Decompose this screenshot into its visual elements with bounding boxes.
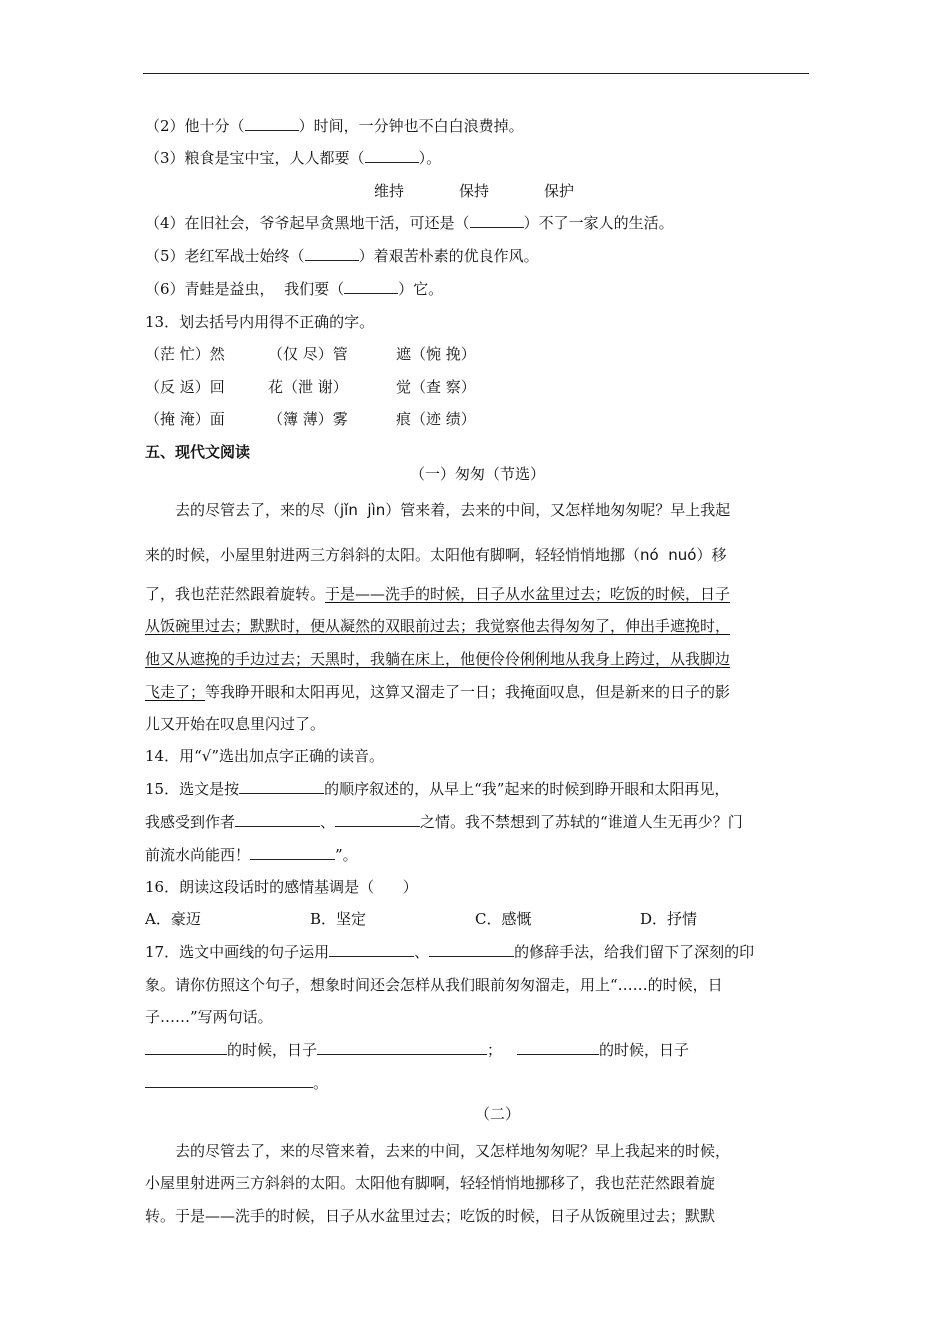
underlined-sentence: 飞走了； [145,683,206,701]
answer-blank[interactable] [235,812,320,827]
word-choice: 保护 [544,182,575,200]
passage-title: （二） [475,1105,521,1123]
answer-blank[interactable] [305,246,359,261]
pinyin-choice[interactable]: jǐn jìn [340,501,386,519]
answer-blank[interactable] [317,1040,487,1055]
q12-item-2: （2）他十分（ ）时间，一分钟也不白白浪费掉。 [145,117,524,135]
answer-blank[interactable] [344,279,398,294]
q17-line: 17．选文中画线的句子运用 、 的修辞手法，给我们留下了深刻的印 [145,943,755,961]
passage-line: 去的尽管去了，来的尽管来着，去来的中间，又怎样地匆匆呢？早上我起来的时候， [175,1142,731,1160]
answer-blank[interactable] [429,942,514,957]
passage-line [145,649,730,669]
q17-line: 。 [145,1073,328,1093]
q13-title: 13．划去括号内用得不正确的字。 [145,313,375,331]
passage-line: 去的尽管去了，来的尽（jǐn jìn）管来着，去来的中间，又怎样地匆匆呢？早上我起 [175,501,731,519]
passage-line: 转。于是——洗手的时候，日子从水盆里过去；吃饭的时候，日子从饭碗里过去；默默 [145,1207,716,1225]
option-b[interactable]: B．坚定 [310,910,367,928]
q13-cell[interactable]: （掩 淹）面 [145,410,225,428]
q13-cell[interactable]: （反 返）回 [145,378,225,396]
q13-cell[interactable]: （茫 忙）然 [145,345,225,363]
underlined-sentence: 从饭碗里过去；默默时，便从凝然的双眼前过去；我觉察他去得匆匆了，伸出手遮挽时， [145,617,731,635]
answer-blank[interactable] [335,812,420,827]
answer-blank[interactable] [329,942,414,957]
q13-cell[interactable]: 痕（迹 绩） [396,410,476,428]
answer-blank[interactable] [145,1040,227,1055]
q12-item-3: （3）粮食是宝中宝，人人都要（ ）。 [145,149,442,167]
option-a[interactable]: A．豪迈 [145,910,201,928]
q12-item-5: （5）老红军战士始终（ ）着艰苦朴素的优良作风。 [145,247,539,265]
q13-cell[interactable]: 遮（惋 挽） [396,345,476,363]
q15-line: 我感受到作者 、 之情。我不禁想到了苏轼的“谁道人生无再少？门 [145,813,743,831]
pinyin-choice[interactable]: nó nuó [640,546,697,564]
q16-title: 16．朗读这段话时的感情基调是（ ） [145,878,418,896]
q17-line: 的时候，日子 ； 的时候，日子 [145,1040,689,1060]
q17-line: 象。请你仿照这个句子，想象时间还会怎样从我们眼前匆匆溜走，用上“……的时候，日 [145,976,723,994]
q12-item-6: （6）青蛙是益虫， 我们要（ ）它。 [145,280,444,298]
underlined-sentence: 他又从遮挽的手边过去；天黑时，我躺在床上，他便伶伶俐俐地从我身上跨过，从我脚边 [145,650,731,668]
q15-line: 前流水尚能西！ ”。 [145,846,358,864]
answer-blank[interactable] [145,1073,313,1088]
answer-blank[interactable] [250,845,335,860]
answer-blank[interactable] [365,148,419,163]
passage-line: 来的时候，小屋里射进两三方斜斜的太阳。太阳他有脚啊，轻轻悄悄地挪（nó nuó）移 [145,546,727,564]
passage-title: （一）匆匆（节选） [410,465,546,483]
option-d[interactable]: D．抒情 [640,910,698,928]
q13-cell[interactable]: （仅 尽）管 [268,345,348,363]
header-rule [143,73,809,74]
q12-item-4: （4）在旧社会，爷爷起早贪黑地干活，可还是（ ）不了一家人的生活。 [145,214,674,232]
passage-line: 飞走了；等我睁开眼和太阳再见，这算又溜走了一日；我掩面叹息，但是新来的日子的影 [145,683,731,701]
section-title: 五、现代文阅读 [145,443,251,461]
q13-cell[interactable]: （簿 薄）雾 [268,410,348,428]
option-c[interactable]: C．感慨 [475,910,532,928]
q13-cell[interactable]: 觉（查 察） [396,378,476,396]
q14: 14．用“√”选出加点字正确的读音。 [145,747,384,765]
word-choice: 保持 [459,182,490,200]
word-choice: 维持 [374,182,405,200]
answer-blank[interactable] [470,213,524,228]
q13-cell[interactable]: 花（泄 谢） [268,378,348,396]
passage-line [145,616,730,636]
passage-line: 小屋里射进两三方斜斜的太阳。太阳他有脚啊，轻轻悄悄地挪移了，我也茫茫然跟着旋 [145,1174,716,1192]
q15-line: 15．选文是按 的顺序叙述的，从早上“我”起来的时候到睁开眼和太阳再见， [145,780,730,798]
q17-line: 子……”写两句话。 [145,1008,273,1026]
answer-blank[interactable] [245,116,299,131]
answer-blank[interactable] [239,779,324,794]
underlined-sentence: 于是——洗手的时候，日子从水盆里过去；吃饭的时候，日子 [325,585,731,603]
passage-line: 儿又开始在叹息里闪过了。 [145,715,326,733]
answer-blank[interactable] [517,1040,599,1055]
passage-line: 了，我也茫茫然跟着旋转。于是——洗手的时候，日子从水盆里过去；吃饭的时候，日子 [145,585,731,603]
